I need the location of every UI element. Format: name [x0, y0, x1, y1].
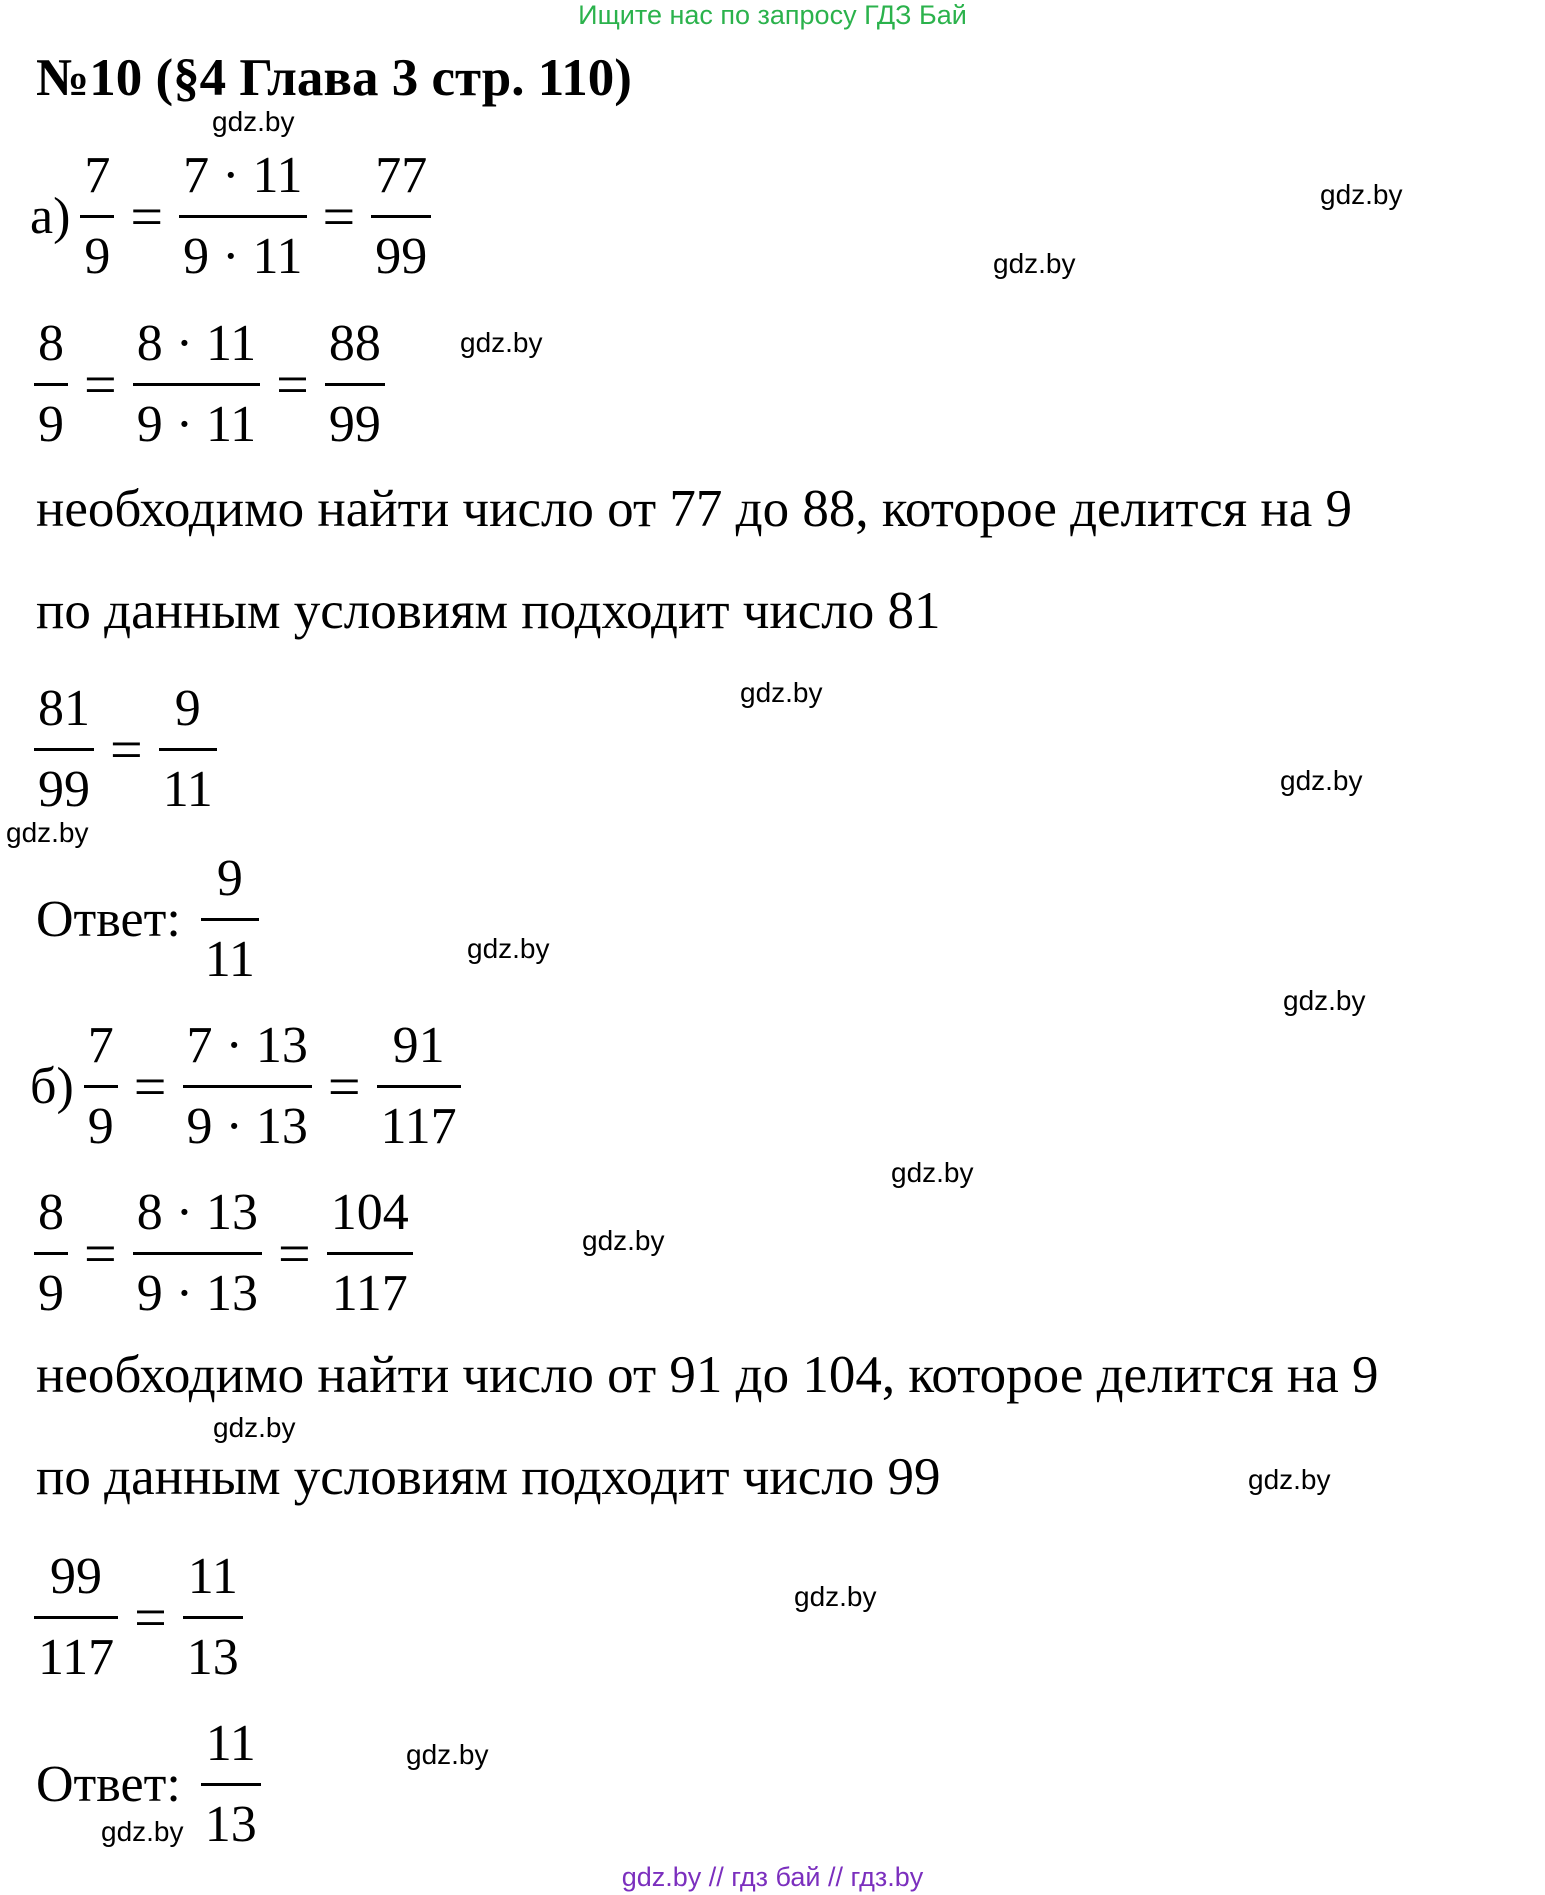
numerator: 104	[330, 1184, 409, 1241]
watermark: gdz.by	[1248, 1464, 1331, 1495]
numerator: 9	[174, 680, 201, 737]
part-b-equation-2	[30, 1174, 417, 1333]
denominator: 9	[38, 396, 64, 453]
fraction	[80, 137, 114, 296]
fraction	[183, 1007, 312, 1166]
denominator: 9 · 13	[186, 1098, 308, 1155]
fraction	[34, 1538, 118, 1697]
part-a-text-1: необходимо найти число от 77 до 88, которое делится на 9	[36, 480, 1352, 538]
part-a-equation-1	[30, 137, 435, 296]
fraction	[159, 670, 217, 829]
fraction	[84, 1007, 118, 1166]
numerator: 8 · 13	[136, 1184, 259, 1241]
fraction	[34, 305, 68, 464]
fraction	[377, 1007, 461, 1166]
denominator: 9 · 11	[183, 228, 303, 285]
top-banner: Ищите нас по запросу ГДЗ Бай	[578, 0, 967, 30]
watermark: gdz.by	[794, 1581, 877, 1612]
watermark: gdz.by	[1320, 179, 1403, 210]
numerator: 99	[50, 1548, 103, 1605]
numerator: 7	[84, 147, 111, 204]
numerator: 7 · 13	[186, 1017, 308, 1074]
watermark: gdz.by	[467, 933, 550, 964]
watermark: gdz.by	[740, 677, 823, 708]
equals-sign: =	[322, 184, 356, 249]
part-a-answer	[36, 840, 263, 999]
equals-sign: =	[278, 1221, 311, 1286]
watermark: gdz.by	[213, 1412, 296, 1443]
fraction	[371, 137, 431, 296]
part-b-equation-1	[30, 1007, 465, 1166]
watermark: gdz.by	[101, 1816, 184, 1847]
numerator: 81	[38, 680, 90, 737]
numerator: 11	[205, 1715, 256, 1772]
fraction	[183, 1538, 243, 1697]
numerator: 7 · 11	[183, 147, 303, 204]
numerator: 8	[38, 1184, 64, 1241]
fraction	[133, 1174, 262, 1333]
numerator: 88	[328, 315, 381, 372]
fraction	[327, 1174, 413, 1333]
watermark: gdz.by	[6, 817, 89, 848]
part-a-equation-2	[30, 305, 389, 464]
numerator: 9	[216, 850, 243, 907]
denominator: 9 · 11	[136, 396, 257, 453]
part-b-label: б)	[30, 1058, 74, 1115]
equals-sign: =	[276, 352, 309, 417]
answer-label: Ответ:	[36, 891, 181, 948]
watermark: gdz.by	[993, 248, 1076, 279]
denominator: 9	[87, 1098, 114, 1155]
numerator: 11	[187, 1548, 238, 1605]
denominator: 99	[375, 228, 428, 285]
fraction	[34, 1174, 68, 1333]
page-title: №10 (§4 Глава 3 стр. 110)	[36, 49, 632, 107]
watermark: gdz.by	[460, 327, 543, 358]
numerator: 8 · 11	[136, 315, 257, 372]
denominator: 13	[204, 1796, 257, 1853]
numerator: 77	[375, 147, 428, 204]
watermark: gdz.by	[1280, 765, 1363, 796]
denominator: 117	[380, 1098, 457, 1155]
equals-sign: =	[134, 1585, 167, 1650]
denominator: 9	[38, 1265, 64, 1322]
equals-sign: =	[110, 717, 143, 782]
part-b-equation-3	[30, 1538, 247, 1697]
part-a-label: а)	[30, 188, 71, 245]
watermark: gdz.by	[891, 1157, 974, 1188]
equals-sign: =	[84, 1221, 117, 1286]
bottom-banner: gdz.by // гдз бай // гдз.by	[621, 1862, 924, 1892]
denominator: 13	[186, 1629, 239, 1686]
numerator: 7	[87, 1017, 114, 1074]
denominator: 99	[38, 761, 90, 818]
fraction	[133, 305, 260, 464]
denominator: 11	[162, 761, 213, 818]
part-a-equation-3	[30, 670, 221, 829]
watermark: gdz.by	[212, 106, 295, 137]
part-a-text-2: по данным условиям подходит число 81	[36, 582, 941, 640]
denominator: 117	[38, 1629, 115, 1686]
fraction	[179, 137, 306, 296]
denominator: 117	[331, 1265, 408, 1322]
equals-sign: =	[327, 1054, 361, 1119]
numerator: 91	[392, 1017, 445, 1074]
fraction	[201, 840, 259, 999]
watermark: gdz.by	[1283, 985, 1366, 1016]
equals-sign: =	[130, 184, 164, 249]
fraction	[325, 305, 385, 464]
watermark: gdz.by	[582, 1225, 665, 1256]
denominator: 11	[204, 931, 255, 988]
denominator: 99	[328, 396, 381, 453]
watermark: gdz.by	[406, 1739, 489, 1770]
part-b-text-1: необходимо найти число от 91 до 104, которое делится на 9	[36, 1346, 1379, 1404]
fraction	[34, 670, 94, 829]
denominator: 9 · 13	[136, 1265, 259, 1322]
part-b-text-2: по данным условиям подходит число 99	[36, 1448, 941, 1506]
equals-sign: =	[133, 1054, 167, 1119]
numerator: 8	[38, 315, 64, 372]
equals-sign: =	[84, 352, 117, 417]
denominator: 9	[84, 228, 111, 285]
fraction	[201, 1705, 261, 1864]
answer-label: Ответ:	[36, 1756, 181, 1813]
